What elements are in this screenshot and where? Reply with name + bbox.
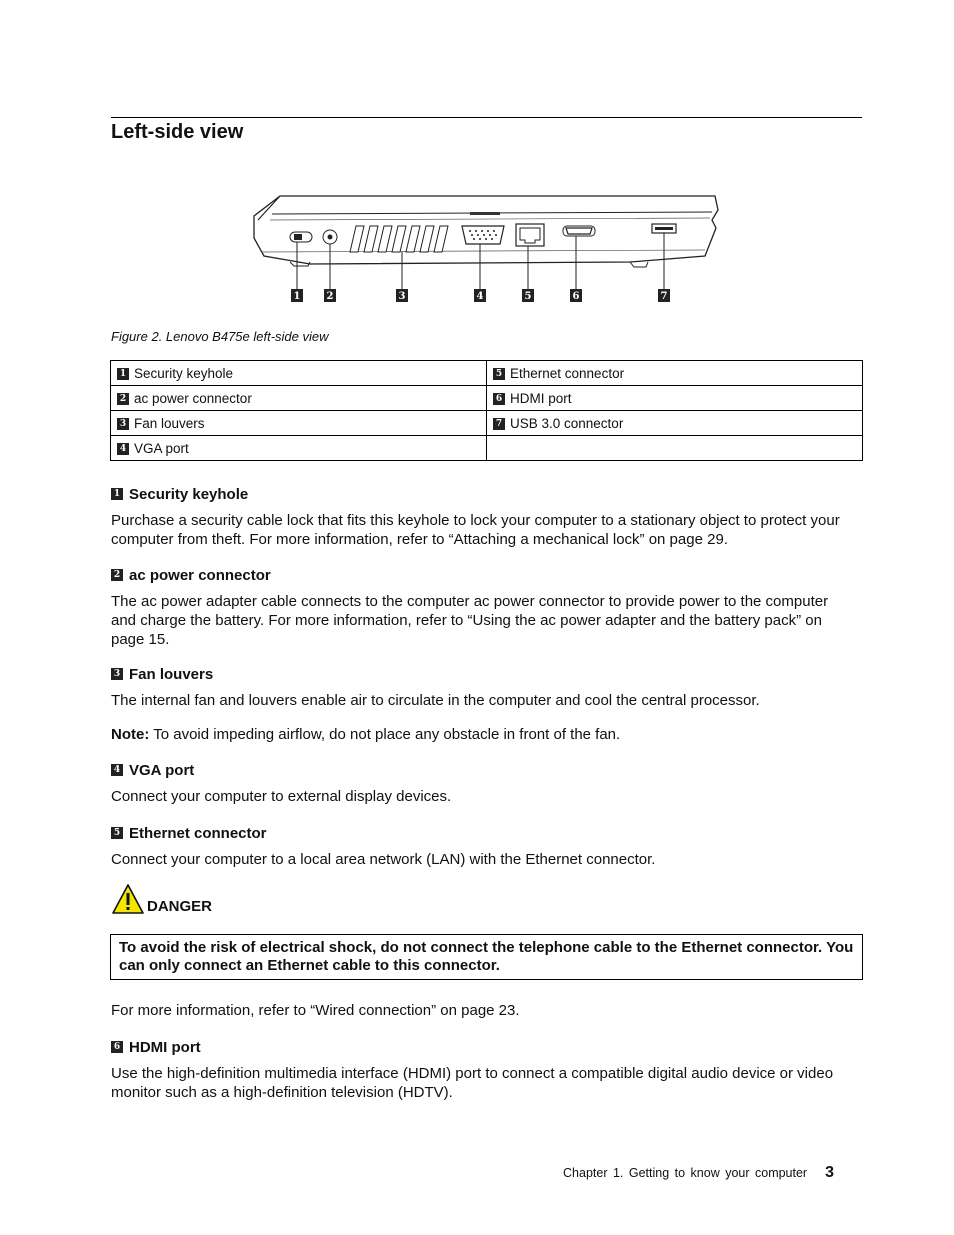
danger-heading xyxy=(111,883,212,915)
callout-4: 4 xyxy=(476,291,484,302)
number-badge: 3 xyxy=(117,418,129,430)
number-badge: 3 xyxy=(111,668,123,680)
section-body: Connect your computer to external display devices. xyxy=(111,788,452,805)
number-badge: 4 xyxy=(111,764,123,776)
section-heading xyxy=(111,486,856,503)
heading-text: ac power connector xyxy=(129,567,271,584)
table-row xyxy=(111,411,863,436)
section-body: Connect your computer to a local area network (LAN) with the Ethernet connector. xyxy=(111,851,656,868)
note-label: Note: xyxy=(111,726,150,743)
number-badge: 6 xyxy=(111,1041,123,1053)
number-badge: 7 xyxy=(493,418,505,430)
section-vga-port xyxy=(111,762,856,806)
danger-label: DANGER xyxy=(147,898,213,915)
number-badge: 2 xyxy=(111,569,123,581)
heading-text: Ethernet connector xyxy=(129,825,267,842)
legend-label: Security keyhole xyxy=(134,365,234,381)
legend-cell-empty xyxy=(487,436,863,461)
number-badge: 1 xyxy=(117,368,129,380)
legend-cell xyxy=(487,411,863,436)
page-number: 3 xyxy=(825,1164,834,1181)
section-heading xyxy=(111,666,856,683)
laptop-left-side-figure xyxy=(250,186,720,306)
legend-cell xyxy=(111,436,487,461)
note-text: To avoid impeding airflow, do not place any obstacle in front of the fan. xyxy=(153,726,621,743)
note xyxy=(111,726,620,743)
warning-triangle-icon xyxy=(111,883,145,915)
callout-3: 3 xyxy=(398,291,406,302)
legend-label: VGA port xyxy=(134,440,189,456)
legend-label: Fan louvers xyxy=(134,415,205,431)
table-row xyxy=(111,361,863,386)
callout-1: 1 xyxy=(293,291,301,302)
section-heading xyxy=(111,1039,856,1056)
heading-text: Fan louvers xyxy=(129,666,214,683)
section-heading xyxy=(111,567,856,584)
number-badge: 6 xyxy=(493,393,505,405)
header-rule xyxy=(111,117,862,118)
legend-cell xyxy=(111,386,487,411)
danger-box: To avoid the risk of electrical shock, do not connect the telephone cable to the Ethernet connector. You can only connect an Ethernet cable to this connector. xyxy=(110,934,863,980)
table-row xyxy=(111,436,863,461)
legend-table xyxy=(110,360,863,461)
legend-label: ac power connector xyxy=(134,390,252,406)
callout-7: 7 xyxy=(660,291,668,302)
callout-2: 2 xyxy=(326,291,334,302)
table-row xyxy=(111,386,863,411)
figure-callouts xyxy=(291,289,670,302)
heading-text: Security keyhole xyxy=(129,486,249,503)
section-body: The ac power adapter cable connects to the computer ac power connector to provide power to the computer and charge the battery. For more information, refer to “Using the ac power adapter and the battery pack” on page 15. xyxy=(111,593,829,648)
number-badge: 1 xyxy=(111,488,123,500)
more-info-text: For more information, refer to “Wired connection” on page 23. xyxy=(111,1002,520,1019)
number-badge: 2 xyxy=(117,393,129,405)
legend-label: HDMI port xyxy=(510,390,572,406)
section-security-keyhole xyxy=(111,486,856,549)
number-badge: 5 xyxy=(493,368,505,380)
heading-text: VGA port xyxy=(129,762,195,779)
section-ethernet-connector xyxy=(111,825,856,869)
section-hdmi-port xyxy=(111,1039,856,1102)
section-fan-louvers xyxy=(111,666,856,710)
number-badge: 5 xyxy=(111,827,123,839)
section-body: The internal fan and louvers enable air to circulate in the computer and cool the central processor. xyxy=(111,692,760,709)
page-footer xyxy=(563,1164,834,1182)
legend-label: Ethernet connector xyxy=(510,365,625,381)
heading-text: HDMI port xyxy=(129,1039,201,1056)
section-heading xyxy=(111,762,856,779)
number-badge: 4 xyxy=(117,443,129,455)
legend-cell xyxy=(111,361,487,386)
legend-cell xyxy=(487,361,863,386)
callout-6: 6 xyxy=(572,291,580,302)
section-heading xyxy=(111,825,856,842)
legend-label: USB 3.0 connector xyxy=(510,415,624,431)
figure-caption: Figure 2. Lenovo B475e left-side view xyxy=(111,329,329,344)
section-body: Purchase a security cable lock that fits this keyhole to lock your computer to a stationary object to protect your computer from theft. For more information, refer to “Attaching a mechanical lock” on page 29. xyxy=(111,512,840,548)
section-ac-power-connector xyxy=(111,567,856,649)
footer-chapter: Chapter 1. Getting to know your computer xyxy=(563,1166,808,1180)
legend-cell xyxy=(487,386,863,411)
legend-cell xyxy=(111,411,487,436)
section-body: Use the high-definition multimedia interface (HDMI) port to connect a compatible digital audio device or video monitor such as a high-definition television (HDTV). xyxy=(111,1065,834,1101)
page-title: Left-side view xyxy=(111,121,244,143)
callout-5: 5 xyxy=(524,291,532,302)
